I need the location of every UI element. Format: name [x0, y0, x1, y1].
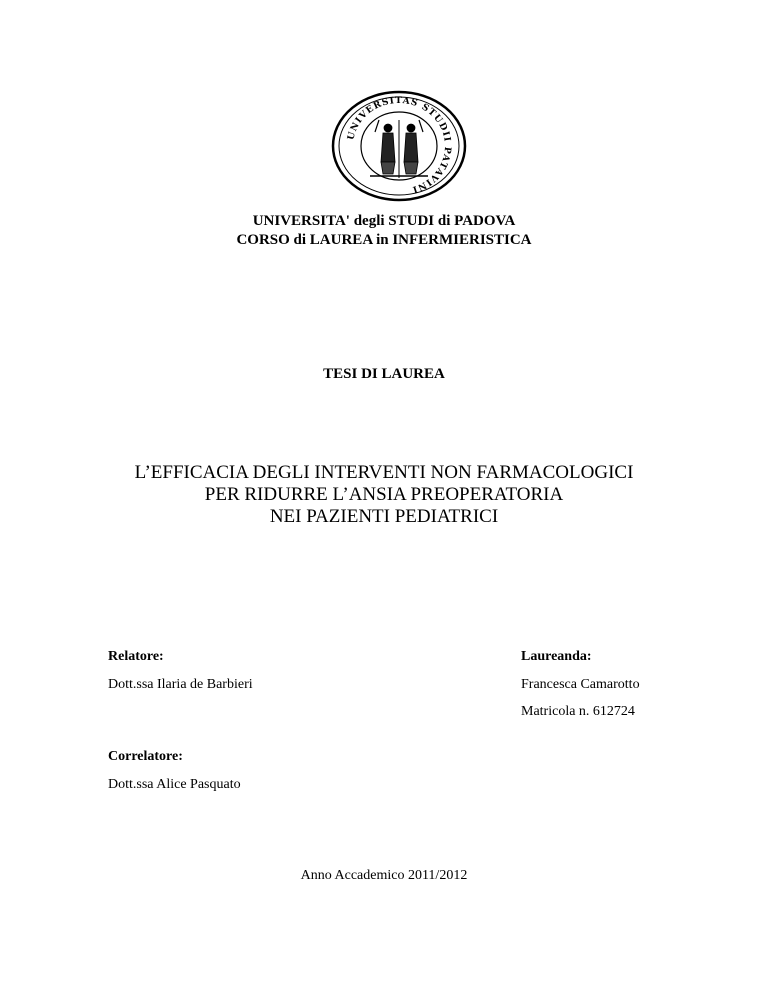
thesis-title-line-2: PER RIDURRE L’ANSIA PREOPERATORIA	[204, 484, 564, 505]
document-type: TESI DI LAUREA	[323, 366, 445, 382]
laureanda-label: Laureanda:	[521, 649, 592, 664]
university-name: UNIVERSITA' degli STUDI di PADOVA	[252, 213, 516, 229]
university-seal-icon	[330, 90, 468, 202]
thesis-title-line-1: L’EFFICACIA DEGLI INTERVENTI NON FARMACOLOGICI	[134, 462, 634, 483]
correlatore-name: Dott.ssa Alice Pasquato	[108, 777, 241, 792]
academic-year: Anno Accademico 2011/2012	[300, 868, 468, 883]
thesis-title-line-3: NEI PAZIENTI PEDIATRICI	[269, 506, 499, 527]
svg-text:UNIVERSITAS STUDII PATAVINI: UNIVERSITAS STUDII PATAVINI	[346, 95, 453, 195]
relatore-name: Dott.ssa Ilaria de Barbieri	[108, 677, 253, 692]
relatore-label: Relatore:	[108, 649, 164, 664]
laureanda-name: Francesca Camarotto	[521, 677, 640, 692]
course-name: CORSO di LAUREA in INFERMIERISTICA	[236, 232, 532, 248]
matricola-number: Matricola n. 612724	[521, 704, 635, 719]
correlatore-label: Correlatore:	[108, 749, 183, 764]
